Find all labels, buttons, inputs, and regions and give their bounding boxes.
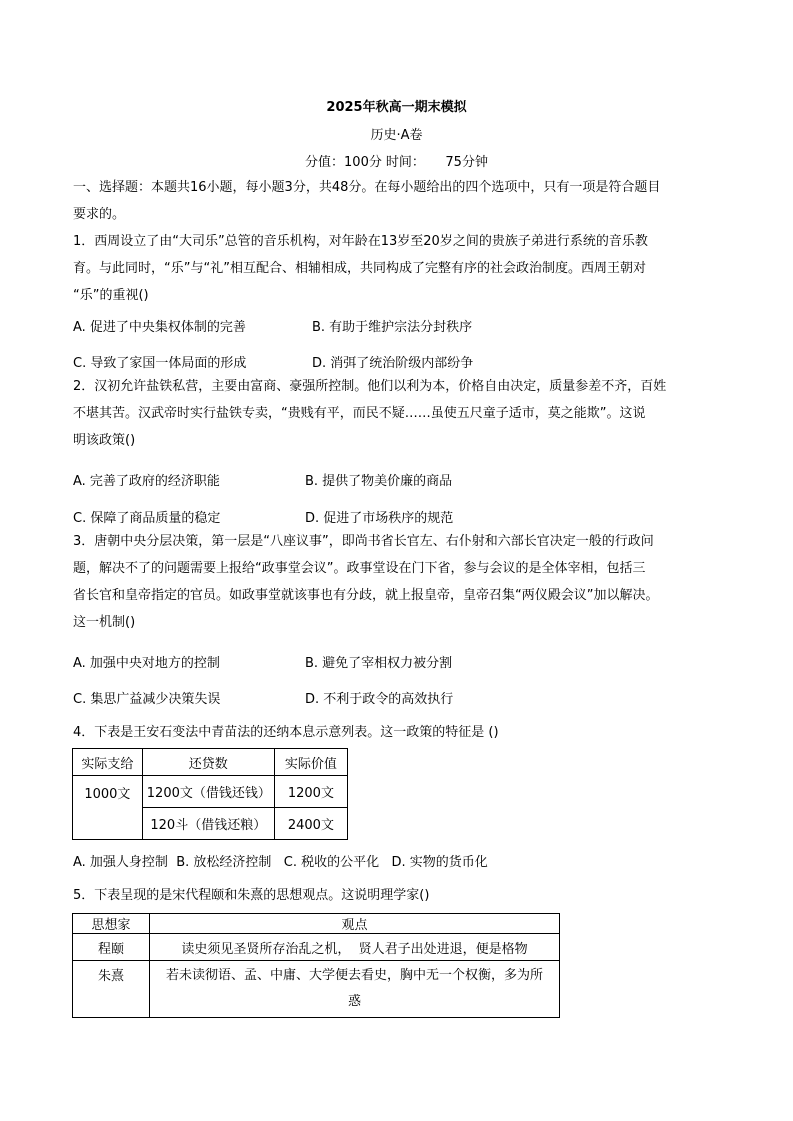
q3-option-c: C. 集思广益减少决策失误 (73, 692, 221, 707)
question-4-stem: 4．下表是王安石变法中青苗法的还纳本息示意列表。这一政策的特征是 () (73, 725, 499, 740)
table-cell: 读史须见圣贤所存治乱之机， 贤人君子出处进退，便是格物 (150, 934, 560, 961)
q4-table (72, 748, 348, 840)
table-cell: 120斗（借钱还粮） (142, 808, 274, 840)
q1-option-c: C. 导致了家国一体局面的形成 (73, 356, 247, 371)
table-header-cell: 还贷数 (142, 749, 274, 776)
exam-title: 2025年秋高一期末模拟 (326, 100, 467, 115)
table-header-row (73, 914, 560, 934)
q3-option-d: D. 不利于政令的高效执行 (305, 692, 454, 707)
question-1-stem: 1．西周设立了由“大司乐”总管的音乐机构，对年龄在13岁至20岁之间的贵族子弟进行系统的音乐教 育。与此同时，“乐”与“礼”相互配合、相辅相成，共同构成了完整有序的社会政治制度。西周王朝对 “乐”的重视() (73, 234, 648, 303)
table-header-cell: 实际价值 (274, 749, 347, 776)
score-label: 分值：100分 (305, 155, 382, 170)
table-cell: 朱熹 (73, 961, 150, 1018)
table-row (73, 934, 560, 961)
table-cell: 程颐 (73, 934, 150, 961)
q4-options: A. 加强人身控制 B. 放松经济控制 C. 税收的公平化 D. 实物的货币化 (73, 855, 488, 870)
table-cell: 1000文 (73, 776, 143, 840)
time-value: 75分钟 (445, 155, 488, 170)
question-5-stem: 5．下表呈现的是宋代程颐和朱熹的思想观点。这说明理学家() (73, 888, 430, 903)
table-row (73, 961, 560, 1018)
q1-option-a: A. 促进了中央集权体制的完善 (73, 320, 246, 335)
q3-option-a: A. 加强中央对地方的控制 (73, 656, 220, 671)
table-header-cell: 实际支给 (73, 749, 143, 776)
q3-option-b: B. 避免了宰相权力被分割 (305, 656, 453, 671)
q1-option-d: D. 消弭了统治阶级内部纷争 (312, 356, 474, 371)
table-cell: 1200文（借钱还钱） (142, 776, 274, 808)
table-cell: 2400文 (274, 808, 347, 840)
table-header-cell: 思想家 (73, 914, 150, 934)
score-time-line (0, 151, 793, 170)
time-label: 时间： (385, 155, 425, 170)
table-header-cell: 观点 (150, 914, 560, 934)
exam-subtitle: 历史·A卷 (370, 128, 423, 143)
table-header-row (73, 749, 348, 776)
q1-option-b: B. 有助于维护宗法分封秩序 (312, 320, 473, 335)
question-2-stem: 2．汉初允许盐铁私营，主要由富商、豪强所控制。他们以利为本，价格自由决定，质量参差不齐，百姓 不堪其苦。汉武帝时实行盐铁专卖，“贵贱有平，而民不疑……虽使五尺童子适市，莫之能欺”。这说 明该政策() (73, 379, 667, 448)
section-intro: 一、选择题：本题共16小题，每小题3分，共48分。在每小题给出的四个选项中，只有一项是符合题目 要求的。 (73, 180, 661, 222)
q2-option-b: B. 提供了物美价廉的商品 (305, 474, 453, 489)
q2-option-a: A. 完善了政府的经济职能 (73, 474, 220, 489)
table-cell: 1200文 (274, 776, 347, 808)
q2-option-d: D. 促进了市场秩序的规范 (305, 511, 454, 526)
q2-option-c: C. 保障了商品质量的稳定 (73, 511, 221, 526)
table-cell: 若未读彻语、孟、中庸、大学便去看史，胸中无一个权衡，多为所 惑 (150, 961, 560, 1018)
q5-table (72, 913, 560, 1018)
table-row (73, 776, 348, 808)
question-3-stem: 3．唐朝中央分层决策，第一层是“八座议事”，即尚书省长官左、右仆射和六部长官决定一般的行政问 题，解决不了的问题需要上报给“政事堂会议”。政事堂设在门下省，参与会议的是全体宰相，包括三 省长官和皇帝指定的官员。如政事堂就该事也有分歧，就上报皇帝，皇帝召集“两仪殿会议”加以解决。 这一机制() (73, 534, 659, 630)
